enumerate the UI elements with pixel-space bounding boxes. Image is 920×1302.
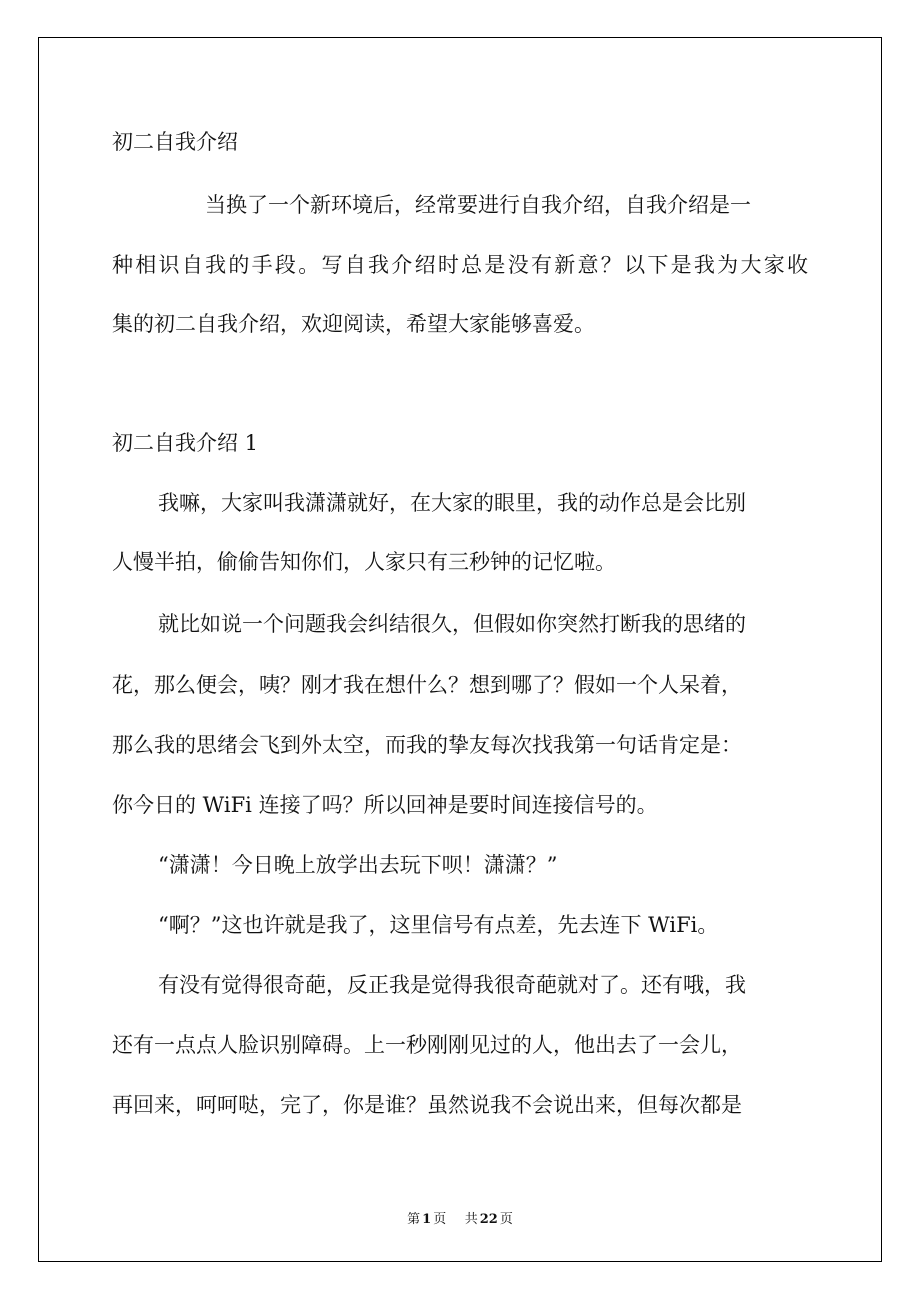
footer-total-suffix: 页 [499, 1212, 513, 1227]
footer-page-prefix: 第 [407, 1212, 421, 1227]
intro-line-3: 集的初二自我介绍，欢迎阅读，希望大家能够喜爱。 [112, 312, 595, 336]
intro-line-2: 种相识自我的手段。写自我介绍时总是没有新意？以下是我为大家收 [112, 253, 808, 277]
body-line-7: “潇潇！今日晚上放学出去玩下呗！潇潇？” [158, 853, 558, 877]
body-line-8: “啊？”这也许就是我了，这里信号有点差，先去连下 WiFi。 [158, 913, 719, 937]
body-line-5: 那么我的思绪会飞到外太空，而我的挚友每次找我第一句话肯定是： [112, 733, 742, 757]
body-line-1: 我嘛，大家叫我潇潇就好，在大家的眼里，我的动作总是会比别 [158, 491, 746, 515]
body-line-10: 还有一点点人脸识别障碍。上一秒刚刚见过的人，他出去了一会儿， [112, 1033, 742, 1057]
footer-total-prefix: 共 [464, 1212, 478, 1227]
body-line-9: 有没有觉得很奇葩，反正我是觉得我很奇葩就对了。还有哦，我 [158, 973, 746, 997]
body-line-6: 你今日的 WiFi 连接了吗？所以回神是要时间连接信号的。 [112, 793, 658, 817]
section-title: 初二自我介绍 1 [112, 431, 259, 455]
intro-line-1: 当换了一个新环境后，经常要进行自我介绍，自我介绍是一 [205, 193, 751, 217]
body-line-2: 人慢半拍，偷偷告知你们，人家只有三秒钟的记忆啦。 [112, 550, 616, 574]
footer-page-number: 1 [422, 1212, 432, 1227]
page-footer [0, 1208, 920, 1227]
footer-page-suffix: 页 [433, 1212, 447, 1227]
footer-total-pages: 22 [479, 1212, 498, 1227]
body-line-11: 再回来，呵呵哒，完了，你是谁？虽然说我不会说出来，但每次都是 [112, 1093, 742, 1117]
body-line-4: 花，那么便会，咦？刚才我在想什么？想到哪了？假如一个人呆着， [112, 673, 742, 697]
document-title: 初二自我介绍 [112, 130, 238, 154]
body-line-3: 就比如说一个问题我会纠结很久，但假如你突然打断我的思绪的 [158, 612, 746, 636]
page-border [38, 37, 882, 1262]
